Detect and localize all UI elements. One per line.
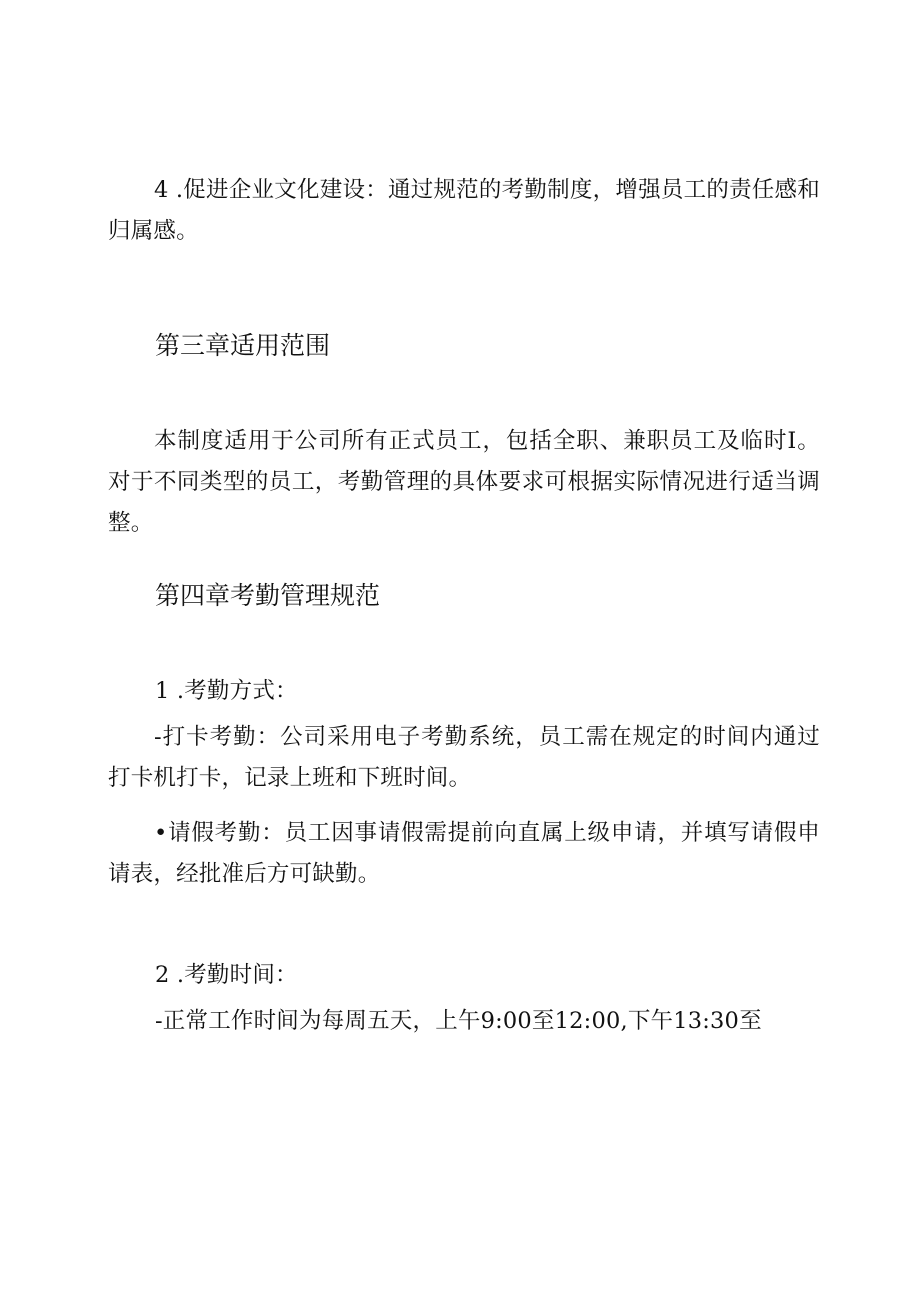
chapter-heading-scope: 第三章适用范围	[155, 331, 331, 360]
chapter-heading-attendance-norms: 第四章考勤管理规范	[155, 581, 381, 610]
paragraph-scope: 本制度适用于公司所有正式员工，包括全职、兼职员工及临时I。对于不同类型的员工，考勤管理的具体要求可根据实际情况进行适当调整。	[108, 428, 820, 536]
item-leave-attendance: •请假考勤：员工因事请假需提前向直属上级申请，并填写请假申请表，经批准后方可缺勤。	[108, 820, 820, 887]
paragraph-corporate-culture: 4 .促进企业文化建设：通过规范的考勤制度，增强员工的责任感和归属感。	[108, 177, 820, 244]
item-working-hours: -正常工作时间为每周五天，上午9:00至12:00,下午13:30至	[155, 1008, 762, 1034]
item-attendance-method-title: 1 .考勤方式：	[155, 678, 298, 704]
item-attendance-time-title: 2 .考勤时间：	[155, 962, 298, 988]
item-card-attendance: -打卡考勤：公司采用电子考勤系统，员工需在规定的时间内通过打卡机打卡，记录上班和下班时间。	[108, 724, 820, 791]
